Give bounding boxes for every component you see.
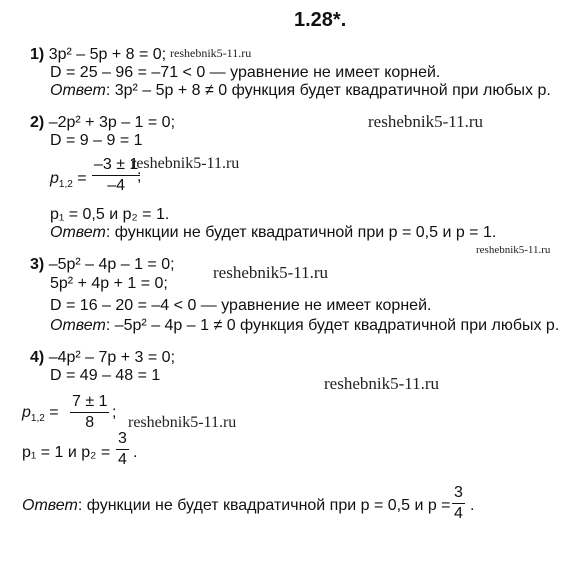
section-4-equation	[30, 349, 175, 367]
subscript: 1,2	[30, 413, 45, 425]
fraction-bar	[70, 412, 109, 413]
fraction-denominator: –4	[107, 177, 126, 194]
watermark: reshebnik5-11.ru	[170, 46, 252, 60]
subscript: 1,2	[58, 179, 73, 191]
watermark: reshebnik5-11.ru	[131, 155, 240, 172]
section-number: 2)	[30, 114, 45, 131]
section-2-equation	[30, 114, 175, 132]
section-number: 1)	[30, 46, 45, 63]
equation: –5p² – 4p – 1 = 0;	[48, 256, 175, 273]
fraction-bar	[92, 175, 140, 176]
fraction-numerator: 3	[454, 484, 463, 501]
discriminant: D = 25 – 96 = –71 < 0 — уравнение не имеет корней.	[50, 64, 441, 81]
fraction-bar	[452, 503, 465, 504]
section-number: 4)	[30, 349, 45, 366]
watermark: reshebnik5-11.ru	[213, 263, 329, 282]
answer	[22, 497, 451, 515]
answer	[50, 317, 559, 335]
equation: 3p² – 5p + 8 = 0;	[48, 46, 167, 63]
fraction-denominator: 8	[85, 414, 95, 431]
root-fraction	[116, 430, 129, 469]
fraction-bar	[116, 449, 129, 450]
answer-text: : функции не будет квадратичной при p = 0,5 и p = 1.	[105, 224, 497, 241]
answer-label: Ответ	[22, 497, 78, 514]
section-3-equation	[30, 256, 175, 274]
discriminant: D = 16 – 20 = –4 < 0 — уравнение не имеет корней.	[50, 297, 432, 314]
watermark: reshebnik5-11.ru	[128, 414, 237, 431]
semicolon: ;	[112, 404, 117, 421]
answer-text: : функции не будет квадратичной при p = 0,5 и p =	[77, 497, 451, 514]
semicolon: ;	[137, 168, 142, 185]
answer-text: : 3p² – 5p + 8 ≠ 0 функция будет квадратичной при любых p.	[105, 82, 551, 99]
answer	[50, 82, 551, 100]
roots: p₁ = 1 и p₂ =	[22, 444, 111, 461]
watermark: reshebnik5-11.ru	[368, 112, 484, 131]
equation-normalized: 5p² + 4p + 1 = 0;	[50, 275, 168, 292]
fraction-denominator: 4	[454, 505, 463, 522]
fraction-denominator: 4	[118, 451, 127, 468]
roots-fraction	[70, 393, 109, 432]
roots: p₁ = 0,5 и p₂ = 1.	[50, 206, 170, 223]
answer	[50, 224, 496, 242]
variable: p	[50, 170, 59, 187]
watermark: reshebnik5-11.ru	[324, 374, 440, 393]
roots-fraction	[92, 156, 140, 195]
period: .	[133, 444, 138, 461]
section-number: 3)	[30, 256, 45, 273]
fraction-numerator: –3 ± 1	[94, 156, 139, 173]
variable: p	[22, 404, 31, 421]
equation: –2p² + 3p – 1 = 0;	[48, 114, 176, 131]
answer-label: Ответ	[50, 82, 106, 99]
discriminant: D = 49 – 48 = 1	[50, 367, 161, 384]
roots-formula-label	[22, 404, 59, 428]
discriminant: D = 9 – 9 = 1	[50, 132, 143, 149]
watermark: reshebnik5-11.ru	[476, 244, 551, 256]
equation: –4p² – 7p + 3 = 0;	[48, 349, 176, 366]
equals-sign: =	[77, 170, 87, 187]
answer-fraction	[452, 484, 465, 523]
equals-sign: =	[49, 404, 59, 421]
answer-label: Ответ	[50, 317, 106, 334]
fraction-numerator: 7 ± 1	[72, 393, 108, 410]
answer-text: : –5p² – 4p – 1 ≠ 0 функция будет квадратичной при любых p.	[105, 317, 560, 334]
period: .	[470, 497, 475, 514]
roots-formula-label	[50, 170, 87, 194]
section-1-equation	[30, 46, 166, 64]
answer-label: Ответ	[50, 224, 106, 241]
fraction-numerator: 3	[118, 430, 127, 447]
problem-title: 1.28*.	[294, 9, 347, 31]
